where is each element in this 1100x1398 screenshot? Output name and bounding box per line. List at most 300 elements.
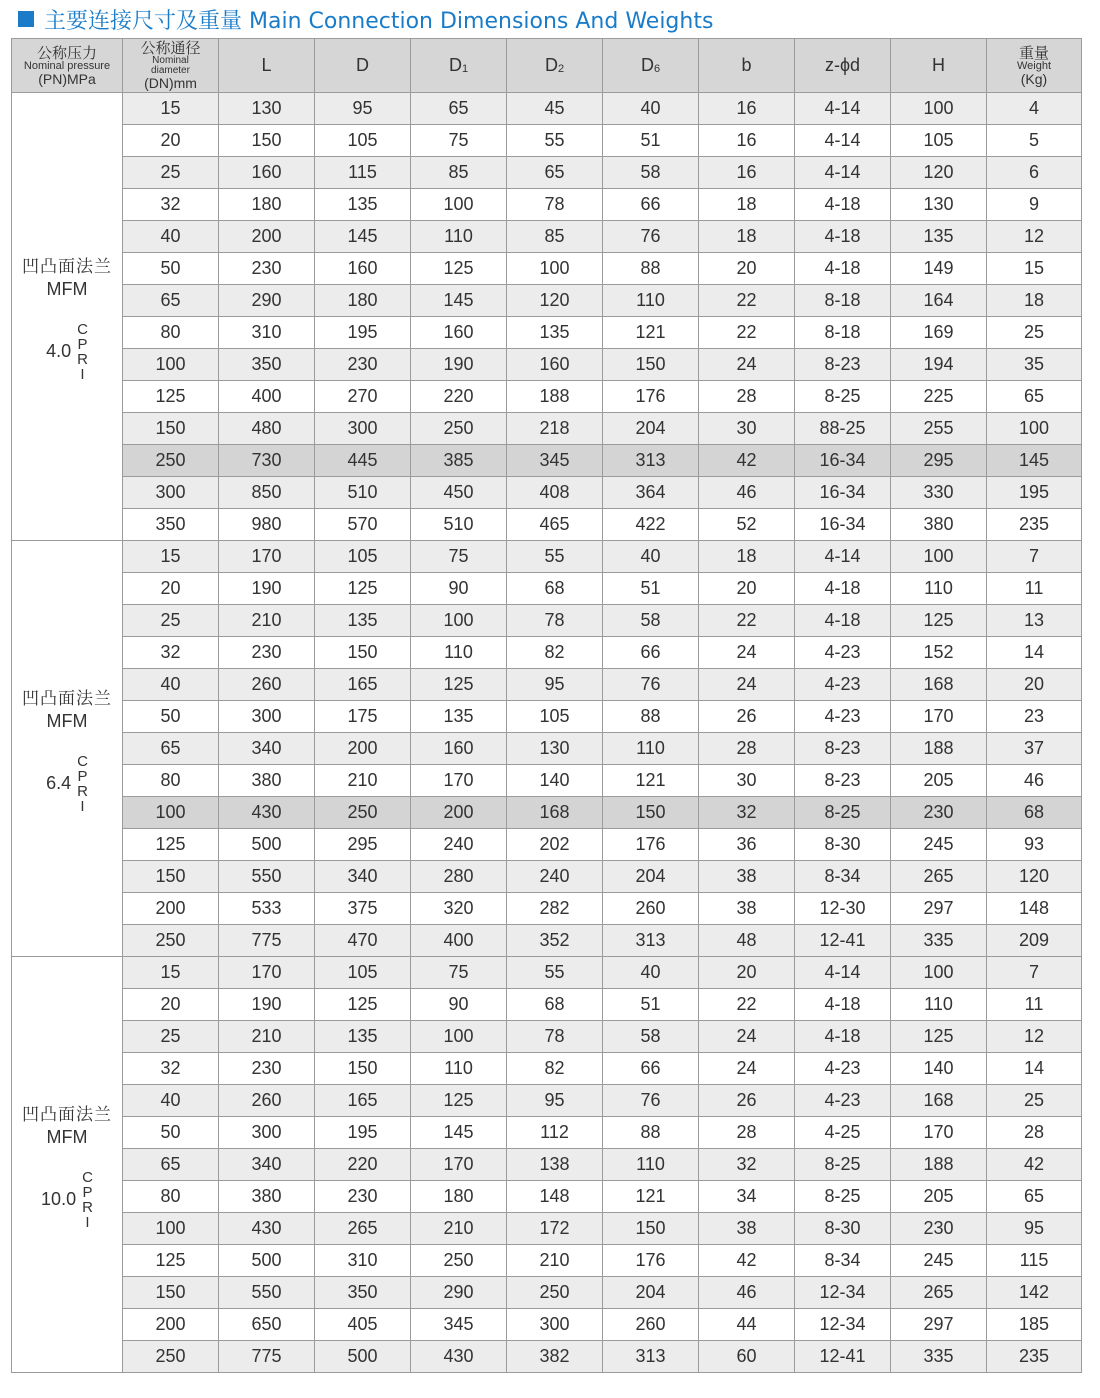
cell-b: 46 [699, 477, 795, 509]
cell-L: 130 [219, 93, 315, 125]
cell-dn: 50 [123, 253, 219, 285]
cell-D6: 66 [603, 1053, 699, 1085]
cell-weight: 46 [987, 765, 1082, 797]
table-row [12, 1213, 1082, 1245]
cell-H: 265 [891, 861, 987, 893]
cell-weight: 35 [987, 349, 1082, 381]
cell-D6: 88 [603, 1117, 699, 1149]
cell-H: 297 [891, 1309, 987, 1341]
cell-b: 16 [699, 93, 795, 125]
cell-L: 350 [219, 349, 315, 381]
cell-D2: 45 [507, 93, 603, 125]
cell-zd: 8-23 [795, 349, 891, 381]
cell-dn: 20 [123, 573, 219, 605]
cell-L: 230 [219, 637, 315, 669]
cell-D1: 110 [411, 1053, 507, 1085]
cell-weight: 100 [987, 413, 1082, 445]
cell-D: 500 [315, 1341, 411, 1373]
cell-D: 310 [315, 1245, 411, 1277]
cell-zd: 8-25 [795, 797, 891, 829]
cell-L: 310 [219, 317, 315, 349]
table-row [12, 605, 1082, 637]
cell-D2: 160 [507, 349, 603, 381]
cell-zd: 4-14 [795, 541, 891, 573]
cell-H: 225 [891, 381, 987, 413]
cell-L: 190 [219, 989, 315, 1021]
cell-D6: 204 [603, 861, 699, 893]
cell-H: 152 [891, 637, 987, 669]
cell-D: 230 [315, 1181, 411, 1213]
cell-b: 46 [699, 1277, 795, 1309]
cell-L: 430 [219, 797, 315, 829]
cell-D: 135 [315, 605, 411, 637]
cell-L: 500 [219, 1245, 315, 1277]
cell-dn: 50 [123, 701, 219, 733]
cell-H: 297 [891, 893, 987, 925]
cell-dn: 50 [123, 1117, 219, 1149]
cell-H: 100 [891, 957, 987, 989]
table-row [12, 93, 1082, 125]
cell-D1: 290 [411, 1277, 507, 1309]
table-row [12, 573, 1082, 605]
cell-H: 120 [891, 157, 987, 189]
group-label-cell [12, 957, 123, 1373]
cell-D: 165 [315, 1085, 411, 1117]
cell-D6: 58 [603, 157, 699, 189]
cell-D: 160 [315, 253, 411, 285]
cell-L: 500 [219, 829, 315, 861]
cell-weight: 12 [987, 221, 1082, 253]
cell-dn: 150 [123, 861, 219, 893]
cell-D2: 95 [507, 669, 603, 701]
cell-D: 125 [315, 989, 411, 1021]
cell-b: 38 [699, 893, 795, 925]
cell-D1: 320 [411, 893, 507, 925]
cell-D6: 110 [603, 285, 699, 317]
pressure-value: 4.0 [46, 341, 72, 361]
cell-D6: 313 [603, 445, 699, 477]
cell-zd: 16-34 [795, 509, 891, 541]
cell-D1: 125 [411, 253, 507, 285]
cell-H: 168 [891, 669, 987, 701]
title-square-icon [18, 11, 34, 27]
cell-L: 775 [219, 925, 315, 957]
cell-D1: 170 [411, 765, 507, 797]
cell-weight: 195 [987, 477, 1082, 509]
cell-H: 245 [891, 829, 987, 861]
cell-dn: 20 [123, 989, 219, 1021]
cell-b: 18 [699, 541, 795, 573]
cell-b: 26 [699, 1085, 795, 1117]
cell-H: 149 [891, 253, 987, 285]
cell-D: 175 [315, 701, 411, 733]
cell-b: 42 [699, 445, 795, 477]
cell-dn: 20 [123, 125, 219, 157]
cell-weight: 7 [987, 957, 1082, 989]
dimensions-table [11, 38, 1082, 1373]
cell-D2: 188 [507, 381, 603, 413]
cell-D6: 58 [603, 605, 699, 637]
cell-L: 380 [219, 1181, 315, 1213]
cell-zd: 8-34 [795, 1245, 891, 1277]
cell-D6: 76 [603, 1085, 699, 1117]
cell-D6: 58 [603, 1021, 699, 1053]
cell-D: 220 [315, 1149, 411, 1181]
cell-zd: 4-18 [795, 605, 891, 637]
cell-D6: 110 [603, 733, 699, 765]
cell-zd: 4-23 [795, 1053, 891, 1085]
cell-L: 180 [219, 189, 315, 221]
cell-dn: 350 [123, 509, 219, 541]
table-row [12, 477, 1082, 509]
cell-D: 115 [315, 157, 411, 189]
cell-H: 230 [891, 1213, 987, 1245]
header-weight: 重量 Weight (Kg) [987, 39, 1082, 93]
pressure-unit: C P R I [77, 320, 88, 383]
cell-weight: 120 [987, 861, 1082, 893]
cell-D: 470 [315, 925, 411, 957]
cell-b: 30 [699, 413, 795, 445]
cell-D: 150 [315, 637, 411, 669]
cell-b: 52 [699, 509, 795, 541]
cell-D: 510 [315, 477, 411, 509]
cell-D1: 110 [411, 637, 507, 669]
cell-D1: 190 [411, 349, 507, 381]
cell-zd: 4-18 [795, 573, 891, 605]
cell-dn: 15 [123, 93, 219, 125]
cell-D1: 100 [411, 189, 507, 221]
table-row [12, 1245, 1082, 1277]
cell-H: 245 [891, 1245, 987, 1277]
cell-zd: 8-34 [795, 861, 891, 893]
cell-D6: 150 [603, 1213, 699, 1245]
cell-L: 650 [219, 1309, 315, 1341]
cell-L: 380 [219, 765, 315, 797]
cell-D1: 85 [411, 157, 507, 189]
page-title [18, 4, 713, 34]
cell-dn: 300 [123, 477, 219, 509]
table-row [12, 957, 1082, 989]
cell-D: 265 [315, 1213, 411, 1245]
cell-D2: 85 [507, 221, 603, 253]
cell-D2: 218 [507, 413, 603, 445]
cell-weight: 28 [987, 1117, 1082, 1149]
table-row [12, 1053, 1082, 1085]
cell-b: 60 [699, 1341, 795, 1373]
cell-zd: 16-34 [795, 477, 891, 509]
group-pressure [12, 1170, 122, 1230]
table-row [12, 509, 1082, 541]
cell-zd: 8-23 [795, 733, 891, 765]
cell-D2: 100 [507, 253, 603, 285]
cell-zd: 4-23 [795, 701, 891, 733]
cell-b: 38 [699, 861, 795, 893]
cell-zd: 4-23 [795, 637, 891, 669]
cell-D: 200 [315, 733, 411, 765]
cell-D2: 68 [507, 989, 603, 1021]
cell-D: 95 [315, 93, 411, 125]
cell-D: 570 [315, 509, 411, 541]
cell-b: 28 [699, 381, 795, 413]
cell-zd: 8-30 [795, 829, 891, 861]
cell-weight: 95 [987, 1213, 1082, 1245]
cell-zd: 8-30 [795, 1213, 891, 1245]
cell-L: 730 [219, 445, 315, 477]
cell-L: 300 [219, 701, 315, 733]
cell-dn: 200 [123, 893, 219, 925]
cell-D2: 95 [507, 1085, 603, 1117]
group-pressure [12, 754, 122, 814]
cell-D: 165 [315, 669, 411, 701]
cell-L: 190 [219, 573, 315, 605]
cell-zd: 4-18 [795, 189, 891, 221]
header-H: H [891, 39, 987, 93]
cell-weight: 37 [987, 733, 1082, 765]
cell-D6: 51 [603, 989, 699, 1021]
table-row [12, 829, 1082, 861]
cell-dn: 125 [123, 381, 219, 413]
cell-L: 300 [219, 1117, 315, 1149]
cell-b: 24 [699, 637, 795, 669]
cell-D1: 100 [411, 1021, 507, 1053]
cell-b: 44 [699, 1309, 795, 1341]
cell-D: 210 [315, 765, 411, 797]
cell-weight: 20 [987, 669, 1082, 701]
cell-L: 290 [219, 285, 315, 317]
cell-weight: 65 [987, 1181, 1082, 1213]
cell-L: 400 [219, 381, 315, 413]
cell-b: 24 [699, 1021, 795, 1053]
table-row [12, 1085, 1082, 1117]
cell-D2: 135 [507, 317, 603, 349]
table-row [12, 765, 1082, 797]
cell-weight: 7 [987, 541, 1082, 573]
cell-D: 150 [315, 1053, 411, 1085]
header-D: D [315, 39, 411, 93]
cell-L: 260 [219, 1085, 315, 1117]
cell-zd: 4-14 [795, 93, 891, 125]
cell-zd: 88-25 [795, 413, 891, 445]
cell-zd: 12-41 [795, 1341, 891, 1373]
cell-weight: 15 [987, 253, 1082, 285]
cell-D6: 313 [603, 925, 699, 957]
cell-zd: 8-25 [795, 1149, 891, 1181]
cell-L: 550 [219, 861, 315, 893]
cell-zd: 12-30 [795, 893, 891, 925]
cell-H: 265 [891, 1277, 987, 1309]
cell-D1: 75 [411, 541, 507, 573]
cell-D2: 105 [507, 701, 603, 733]
cell-D: 135 [315, 1021, 411, 1053]
cell-zd: 12-34 [795, 1277, 891, 1309]
cell-weight: 5 [987, 125, 1082, 157]
pressure-unit: C P R I [82, 1168, 93, 1231]
cell-zd: 4-18 [795, 221, 891, 253]
cell-D1: 145 [411, 1117, 507, 1149]
cell-weight: 148 [987, 893, 1082, 925]
cell-D1: 125 [411, 1085, 507, 1117]
cell-D6: 260 [603, 1309, 699, 1341]
cell-D1: 135 [411, 701, 507, 733]
group-name-en: MFM [46, 1126, 88, 1147]
cell-H: 380 [891, 509, 987, 541]
header-pn: 公称压力 Nominal pressure (PN)MPa [12, 39, 123, 93]
cell-b: 34 [699, 1181, 795, 1213]
cell-L: 480 [219, 413, 315, 445]
cell-D1: 145 [411, 285, 507, 317]
cell-L: 170 [219, 957, 315, 989]
cell-D2: 250 [507, 1277, 603, 1309]
cell-b: 20 [699, 253, 795, 285]
cell-D: 270 [315, 381, 411, 413]
cell-L: 980 [219, 509, 315, 541]
cell-b: 30 [699, 765, 795, 797]
cell-b: 20 [699, 957, 795, 989]
cell-D: 105 [315, 957, 411, 989]
cell-D2: 300 [507, 1309, 603, 1341]
cell-dn: 125 [123, 1245, 219, 1277]
cell-zd: 8-25 [795, 1181, 891, 1213]
cell-D6: 176 [603, 829, 699, 861]
cell-H: 110 [891, 989, 987, 1021]
cell-weight: 68 [987, 797, 1082, 829]
cell-zd: 8-18 [795, 285, 891, 317]
cell-L: 850 [219, 477, 315, 509]
table-row [12, 797, 1082, 829]
cell-zd: 4-14 [795, 957, 891, 989]
table-row [12, 189, 1082, 221]
cell-zd: 8-23 [795, 765, 891, 797]
cell-dn: 150 [123, 1277, 219, 1309]
cell-D2: 168 [507, 797, 603, 829]
cell-D6: 76 [603, 669, 699, 701]
header-L: L [219, 39, 315, 93]
group-name-cn: 凹凸面法兰 [22, 256, 112, 277]
cell-dn: 80 [123, 1181, 219, 1213]
cell-weight: 235 [987, 1341, 1082, 1373]
table-row [12, 669, 1082, 701]
table-row [12, 733, 1082, 765]
cell-dn: 15 [123, 957, 219, 989]
cell-D: 195 [315, 1117, 411, 1149]
table-row [12, 445, 1082, 477]
cell-D6: 204 [603, 1277, 699, 1309]
cell-D6: 76 [603, 221, 699, 253]
cell-L: 160 [219, 157, 315, 189]
cell-zd: 8-25 [795, 381, 891, 413]
cell-weight: 13 [987, 605, 1082, 637]
cell-dn: 15 [123, 541, 219, 573]
cell-b: 48 [699, 925, 795, 957]
group-label-cell [12, 93, 123, 541]
cell-weight: 145 [987, 445, 1082, 477]
cell-dn: 200 [123, 1309, 219, 1341]
cell-weight: 14 [987, 1053, 1082, 1085]
cell-b: 18 [699, 221, 795, 253]
header-D2: $D_2$ [507, 39, 603, 93]
cell-H: 135 [891, 221, 987, 253]
table-row [12, 221, 1082, 253]
cell-D1: 400 [411, 925, 507, 957]
cell-H: 140 [891, 1053, 987, 1085]
cell-D: 445 [315, 445, 411, 477]
cell-D: 125 [315, 573, 411, 605]
cell-dn: 150 [123, 413, 219, 445]
cell-D6: 313 [603, 1341, 699, 1373]
cell-dn: 125 [123, 829, 219, 861]
cell-b: 42 [699, 1245, 795, 1277]
cell-D2: 112 [507, 1117, 603, 1149]
cell-weight: 209 [987, 925, 1082, 957]
cell-D6: 204 [603, 413, 699, 445]
cell-D6: 176 [603, 1245, 699, 1277]
cell-dn: 250 [123, 445, 219, 477]
cell-zd: 4-23 [795, 669, 891, 701]
header-dn: 公称通径 Nominal diameter (DN)mm [123, 39, 219, 93]
cell-H: 100 [891, 93, 987, 125]
cell-dn: 25 [123, 605, 219, 637]
table-row [12, 637, 1082, 669]
cell-D2: 120 [507, 285, 603, 317]
cell-L: 150 [219, 125, 315, 157]
cell-L: 550 [219, 1277, 315, 1309]
cell-dn: 32 [123, 637, 219, 669]
cell-D1: 125 [411, 669, 507, 701]
cell-weight: 65 [987, 381, 1082, 413]
cell-D1: 90 [411, 989, 507, 1021]
cell-D2: 55 [507, 957, 603, 989]
cell-D2: 382 [507, 1341, 603, 1373]
cell-dn: 250 [123, 1341, 219, 1373]
cell-D6: 121 [603, 317, 699, 349]
table-row [12, 285, 1082, 317]
cell-b: 22 [699, 989, 795, 1021]
cell-D1: 280 [411, 861, 507, 893]
cell-H: 188 [891, 733, 987, 765]
cell-D2: 240 [507, 861, 603, 893]
table-row [12, 317, 1082, 349]
cell-L: 170 [219, 541, 315, 573]
header-D6: $D_6$ [603, 39, 699, 93]
cell-L: 775 [219, 1341, 315, 1373]
table-row [12, 413, 1082, 445]
cell-L: 230 [219, 253, 315, 285]
cell-weight: 115 [987, 1245, 1082, 1277]
cell-D: 105 [315, 541, 411, 573]
cell-b: 32 [699, 1149, 795, 1181]
cell-D2: 408 [507, 477, 603, 509]
group-name-en: MFM [46, 710, 88, 731]
cell-b: 16 [699, 125, 795, 157]
cell-D6: 110 [603, 1149, 699, 1181]
cell-D: 295 [315, 829, 411, 861]
cell-weight: 14 [987, 637, 1082, 669]
group-pressure [12, 322, 122, 382]
cell-D2: 68 [507, 573, 603, 605]
cell-H: 110 [891, 573, 987, 605]
cell-D1: 90 [411, 573, 507, 605]
group-label-cell [12, 541, 123, 957]
cell-dn: 32 [123, 1053, 219, 1085]
cell-D1: 180 [411, 1181, 507, 1213]
table-row [12, 925, 1082, 957]
cell-D1: 385 [411, 445, 507, 477]
cell-H: 330 [891, 477, 987, 509]
cell-b: 36 [699, 829, 795, 861]
cell-H: 105 [891, 125, 987, 157]
cell-D6: 150 [603, 349, 699, 381]
cell-D1: 210 [411, 1213, 507, 1245]
